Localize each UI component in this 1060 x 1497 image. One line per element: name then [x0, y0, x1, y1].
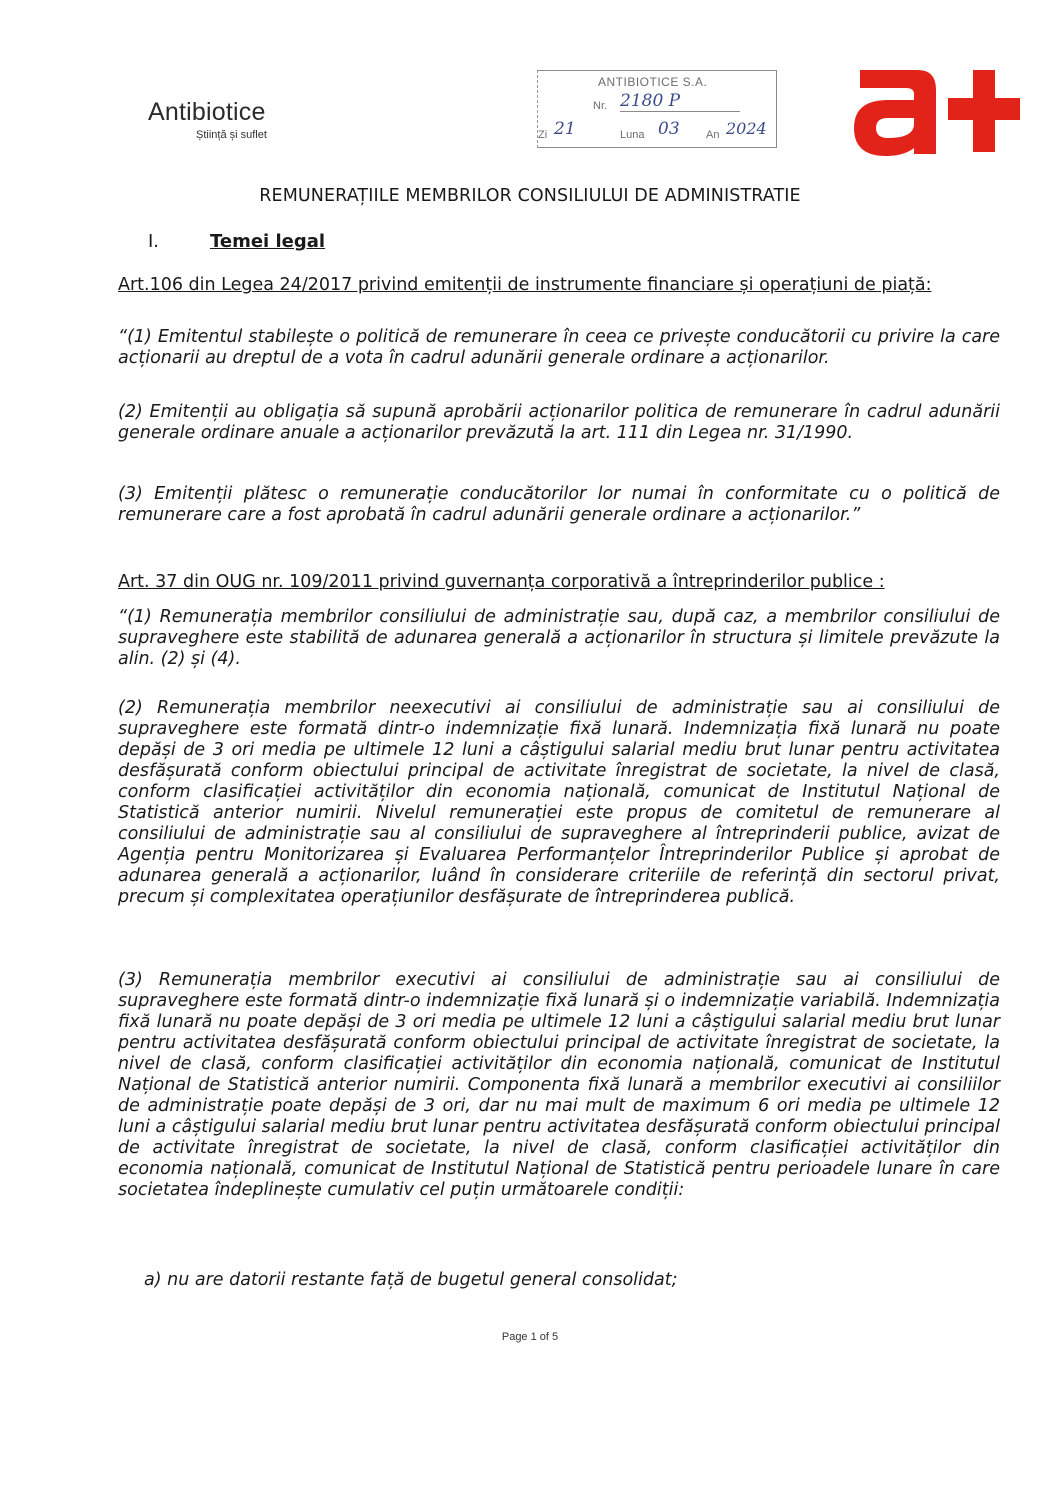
paragraph-6: (3) Remunerația membrilor executivi ai consiliului de administrație sau ai consiliului de supraveghere este formată dintr-o indemnizație fixă lunară și o indemnizație variabilă. Indemnizația fixă lunară nu poate depăși de 3 ori media pe ultimele 12 luni a câștigului salarial mediu brut lunar pentru activitatea desfășurată conform obiectului principal de activitate înregistrat de societate, la nivel de clasă, conform clasificației activităților din economia națională, comunicat de Institutul Național de Statistică anterior numirii. Componenta fixă lunară a membrilor executivi ai consiliilor de administrație poate depăși de 3 ori, dar nu mai mult de maximum 6 ori media pe ultimele 12 luni a câștigului salarial mediu brut lunar pentru activitatea desfășurată conform obiectului principal de activitate înregistrat de societate, la nivel de clasă, conform clasificației activităților din economia națională, comunicat de Institutul Național de Statistică pentru perioadele lunare în care societatea îndeplinește cumulativ cel puțin următoarele condiții: — [118, 970, 1000, 1200]
brand-name: Antibiotice — [148, 98, 266, 126]
law-reference-2: Art. 37 din OUG nr. 109/2011 privind guvernanța corporativă a întreprinderilor publice : — [118, 572, 885, 592]
stamp-nr-label: Nr. — [593, 100, 608, 112]
registration-stamp — [537, 70, 777, 148]
document-title: REMUNERAȚIILE MEMBRILOR CONSILIULUI DE ADMINISTRATIE — [259, 186, 801, 206]
page-number: Page 1 of 5 — [501, 1331, 559, 1343]
paragraph-4: “(1) Remunerația membrilor consiliului de administrație sau, după caz, a membrilor consiliului de supraveghere este stabilită de adunarea generală a acționarilor în structura și limitele prevăzute la alin. (2) și (4). — [118, 607, 1000, 669]
stamp-month-label: Luna — [620, 129, 645, 141]
stamp-company: ANTIBIOTICE S.A. — [598, 75, 708, 89]
a-plus-logo-icon — [848, 62, 1020, 162]
brand-tagline: Știință și suflet — [196, 129, 267, 141]
paragraph-2: (2) Emitenții au obligația să supună aprobării acționarilor politica de remunerare în cadrul adunării generale ordinare anuale a acționarilor prevăzută la art. 111 din Legea nr. 31/1990. — [118, 402, 1000, 443]
stamp-year-value: 2024 — [726, 119, 767, 138]
paragraph-1: “(1) Emitentul stabilește o politică de remunerare în ceea ce privește conducătorii cu privire la care acționarii au dreptul de a vota în cadrul adunării generale ordinare a acționarilor. — [118, 327, 1000, 368]
stamp-day-value: 21 — [554, 119, 576, 139]
stamp-day-label: Zi — [538, 129, 548, 141]
paragraph-3: (3) Emitenții plătesc o remunerație conducătorilor lor numai în conformitate cu o politică de remunerare care a fost aprobată în cadrul adunării generale ordinare a acționarilor.” — [118, 484, 1000, 525]
paragraph-5: (2) Remunerația membrilor neexecutivi ai consiliului de administrație sau ai consiliului de supraveghere este formată dintr-o indemnizație fixă lunară. Indemnizația fixă lunară nu poate depăși de 3 ori media pe ultimele 12 luni a câștigului salarial mediu brut lunar pentru activitatea desfășurată conform obiectului principal de activitate înregistrat de societate, la nivel de clasă, conform clasificației activităților din economia națională, comunicat de Institutul Național de Statistică anterior numirii. Nivelul remunerației este propus de comitetul de remunerare al consiliului de administrație sau al consiliului de supraveghere al întreprinderii publice, avizat de Agenția pentru Monitorizarea și Evaluarea Performanțelor Întreprinderilor Publice și aprobat de adunarea generală a acționarilor, luând în considerare criteriile de referință din sectorul privat, precum și complexitatea operațiunilor desfășurate de întreprinderea publică. — [118, 698, 1000, 907]
stamp-year-label: An — [706, 129, 720, 141]
section-heading — [148, 231, 325, 252]
list-item-a: a) nu are datorii restante față de bugetul general consolidat; — [144, 1270, 678, 1290]
law-reference-1: Art.106 din Legea 24/2017 privind emitenții de instrumente financiare și operațiuni de piață: — [118, 275, 932, 295]
brand-block — [148, 98, 267, 141]
section-title: Temei legal — [210, 231, 326, 252]
stamp-nr-value: 2180 P — [620, 91, 740, 112]
section-number: I. — [148, 231, 160, 252]
stamp-month-value: 03 — [658, 119, 680, 139]
